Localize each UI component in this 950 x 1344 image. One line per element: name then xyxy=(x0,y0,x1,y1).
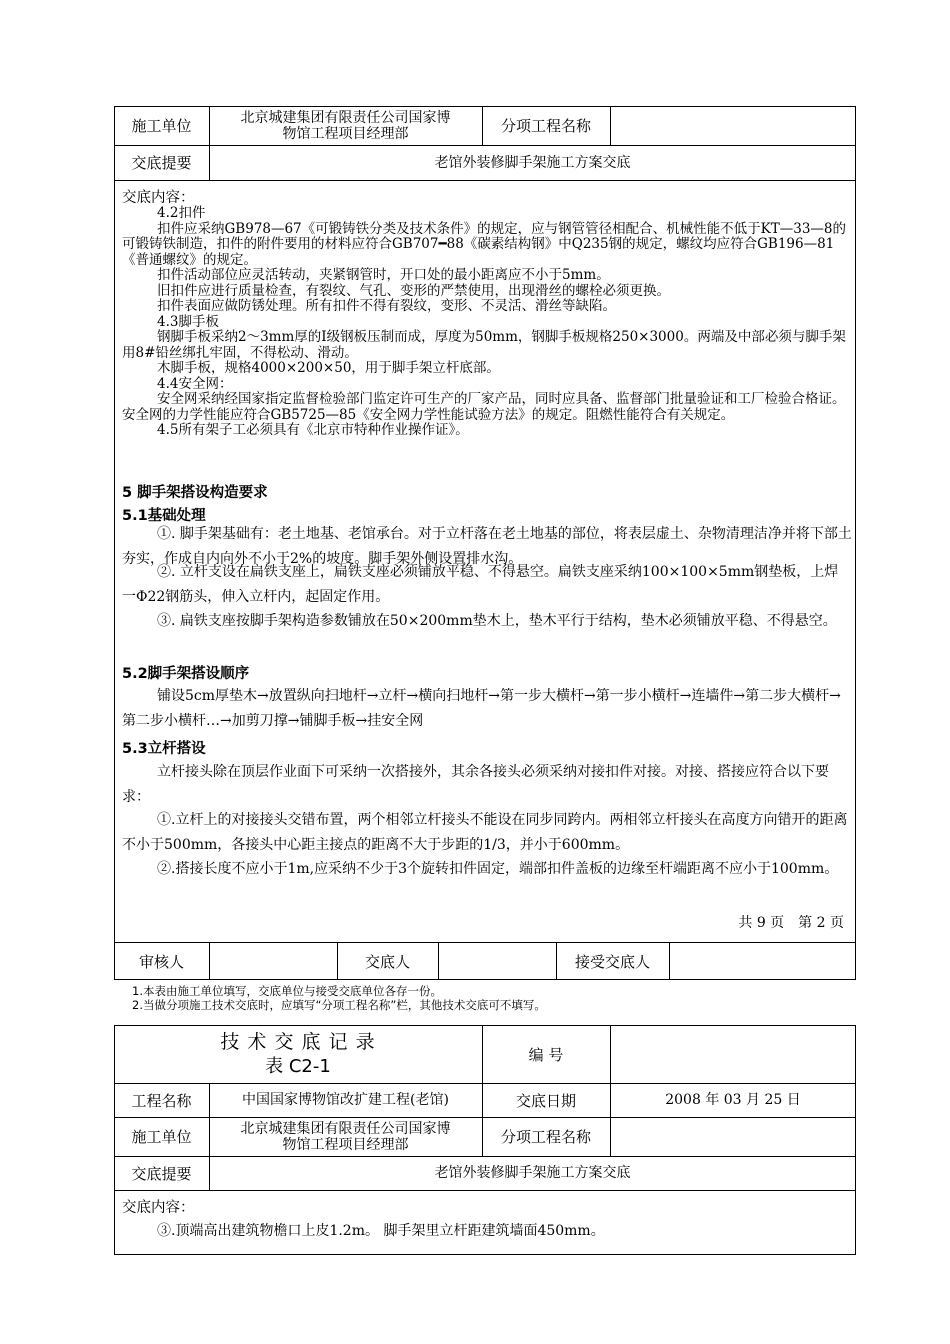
heading-5-1: 5.1基础处理 xyxy=(122,508,206,524)
construction-unit-line-2: 物馆工程项目经理部 xyxy=(282,125,409,142)
summary-value: 老馆外装修脚手架施工方案交底 xyxy=(434,154,631,171)
receiver-label: 接受交底人 xyxy=(574,952,650,971)
row-divider xyxy=(114,942,856,943)
construction-unit-value xyxy=(209,106,482,145)
project-name-label: 工程名称 xyxy=(131,1091,192,1110)
note-2: 2.当做分项施工技术交底时，应填写“分项工程名称”栏，其他技术交底可不填写。 xyxy=(132,998,546,1012)
content-paragraph: 4.5所有架子工必须具有《北京市特种作业操作证》。 xyxy=(157,422,469,438)
content-section-4 xyxy=(122,206,850,439)
content-paragraph: 木脚手板，规格4000×200×50，用于脚手架立杆底部。 xyxy=(157,360,500,376)
sub-project-label: 分项工程名称 xyxy=(500,117,591,135)
date-value: 2008 年 03 月 25 日 xyxy=(665,1092,801,1108)
construction-unit-label: 施工单位 xyxy=(131,117,192,135)
paragraph-5-2: 铺设5cm厚垫木→放置纵向扫地杆→立杆→横向扫地杆→第一步大横杆→第一步小横杆→连墙件→第二步大横杆→第二步小横杆…→加剪刀撑→铺脚手板→挂安全网 xyxy=(122,688,841,729)
note-1: 1.本表由施工单位填写，交底单位与接受交底单位各存一份。 xyxy=(132,984,442,998)
content-line-2: ③.顶端高出建筑物檐口上皮1.2m。 脚手架里立杆距建筑墙面450mm。 xyxy=(157,1223,605,1239)
content-paragraph: 旧扣件应进行质量检查，有裂纹、气孔、变形的严禁使用，出现滑丝的螺栓必须更换。 xyxy=(157,282,670,299)
construction-unit-label-2: 施工单位 xyxy=(131,1128,192,1146)
content-label-2: 交底内容： xyxy=(122,1200,195,1216)
record-title-block xyxy=(114,1025,482,1083)
date-label: 交底日期 xyxy=(515,1091,576,1110)
content-paragraph: 扣件应采纳GB978—67《可锻铸铁分类及技术条件》的规定，应与钢管管径相配合、机械性能不低于KT—33—8的可锻铸铁制造，扣件的附件要用的材料应符合GB707━88《碳素结构钢》中Q235钢的规定，螺纹均应符合GB196—81《普通螺纹》的规定。 xyxy=(122,220,847,268)
paragraph-5-3-2: ①.立杆上的对接接头交错布置，两个相邻立杆接头不能设在同步同跨内。两相邻立杆接头在高度方向错开的距离不小于500mm，各接头中心距主接点的距离不大于步距的1/3，并小于600mm。 xyxy=(122,812,848,853)
content-paragraph: 钢脚手板采纳2～3mm厚的Ⅰ级钢板压制而成，厚度为50mm，钢脚手板规格250×3000。两端及中部必须与脚手架用8#铅丝绑扎牢固，不得松动、滑动。 xyxy=(122,329,846,361)
record-table-no: 表 C2-1 xyxy=(265,1056,331,1077)
row-divider xyxy=(114,180,856,181)
content-paragraph: 4.4安全网： xyxy=(157,375,233,392)
paragraph-5-1-1: ①. 脚手架基础有：老土地基、老馆承台。对于立杆落在老土地基的部位，将表层虚土、杂物清理洁净并将下部土夯实，作成自内向外不小于2%的坡度。脚手架外侧设置排水沟。 xyxy=(122,526,852,567)
paragraph-5-1-3: ③. 扁铁支座按脚手架构造参数铺放在50×200mm垫木上，垫木平行于结构，垫木必须铺放平稳、不得悬空。 xyxy=(157,613,837,629)
number-label: 编 号 xyxy=(528,1045,564,1064)
row-divider xyxy=(114,1190,856,1191)
heading-5-2: 5.2脚手架搭设顺序 xyxy=(122,666,250,682)
content-paragraph: 扣件活动部位应灵活转动，夹紧钢管时，开口处的最小距离应不小于5mm。 xyxy=(157,267,610,283)
content-label: 交底内容： xyxy=(122,190,195,206)
paragraph-5-3-1: 立杆接头除在顶层作业面下可采纳一次搭接外，其余各接头必须采纳对接扣件对接。对接、搭接应符合以下要求： xyxy=(122,764,829,805)
col-divider xyxy=(669,942,670,980)
summary-label: 交底提要 xyxy=(131,154,192,172)
summary-value-2: 老馆外装修脚手架施工方案交底 xyxy=(434,1165,631,1181)
content-paragraph: 4.3脚手板 xyxy=(157,313,219,330)
sub-project-value xyxy=(610,106,856,145)
reviewer-label: 审核人 xyxy=(138,952,184,971)
discloser-label: 交底人 xyxy=(364,952,410,971)
project-name-value: 中国国家博物馆改扩建工程(老馆) xyxy=(242,1092,449,1108)
construction-unit-line-1: 北京城建集团有限责任公司国家博 xyxy=(240,1120,451,1137)
construction-unit-line-2: 物馆工程项目经理部 xyxy=(282,1136,409,1153)
heading-5-3: 5.3立杆搭设 xyxy=(122,741,206,757)
content-paragraph: 安全网采纳经国家指定监督检验部门监定许可生产的厂家产品，同时应具备、监督部门批量验证和工厂检验合格证。安全网的力学性能应符合GB5725—85《安全网力学性能试验方法》的规定。阻燃性能符合有关规定。 xyxy=(122,391,846,423)
paragraph-5-1-2: ②. 立杆支设在扁铁支座上，扁铁支座必须铺放平稳、不得悬空。扁铁支座采纳100×100×5mm钢垫板，上焊一Φ22钢筋头，伸入立杆内，起固定作用。 xyxy=(122,564,839,605)
sub-project-label-2: 分项工程名称 xyxy=(500,1128,591,1146)
record-title: 技 术 交 底 记 录 xyxy=(220,1031,376,1053)
summary-label-2: 交底提要 xyxy=(131,1164,192,1183)
heading-5: 5 脚手架搭设构造要求 xyxy=(122,485,268,501)
content-paragraph: 4.2扣件 xyxy=(157,205,206,221)
col-divider xyxy=(209,942,210,980)
content-paragraph: 扣件表面应做防锈处理。所有扣件不得有裂纹，变形、不灵活、滑丝等缺陷。 xyxy=(157,298,616,314)
construction-unit-value-2 xyxy=(209,1117,482,1156)
construction-unit-line-1: 北京城建集团有限责任公司国家博 xyxy=(240,109,451,126)
col-divider xyxy=(438,942,439,980)
page-info: 共 9 页 第 2 页 xyxy=(738,915,844,931)
paragraph-5-3-3: ②.搭接长度不应小于1m,应采纳不少于3个旋转扣件固定，端部扣件盖板的边缘至杆端距离不应小于100mm。 xyxy=(157,861,839,877)
